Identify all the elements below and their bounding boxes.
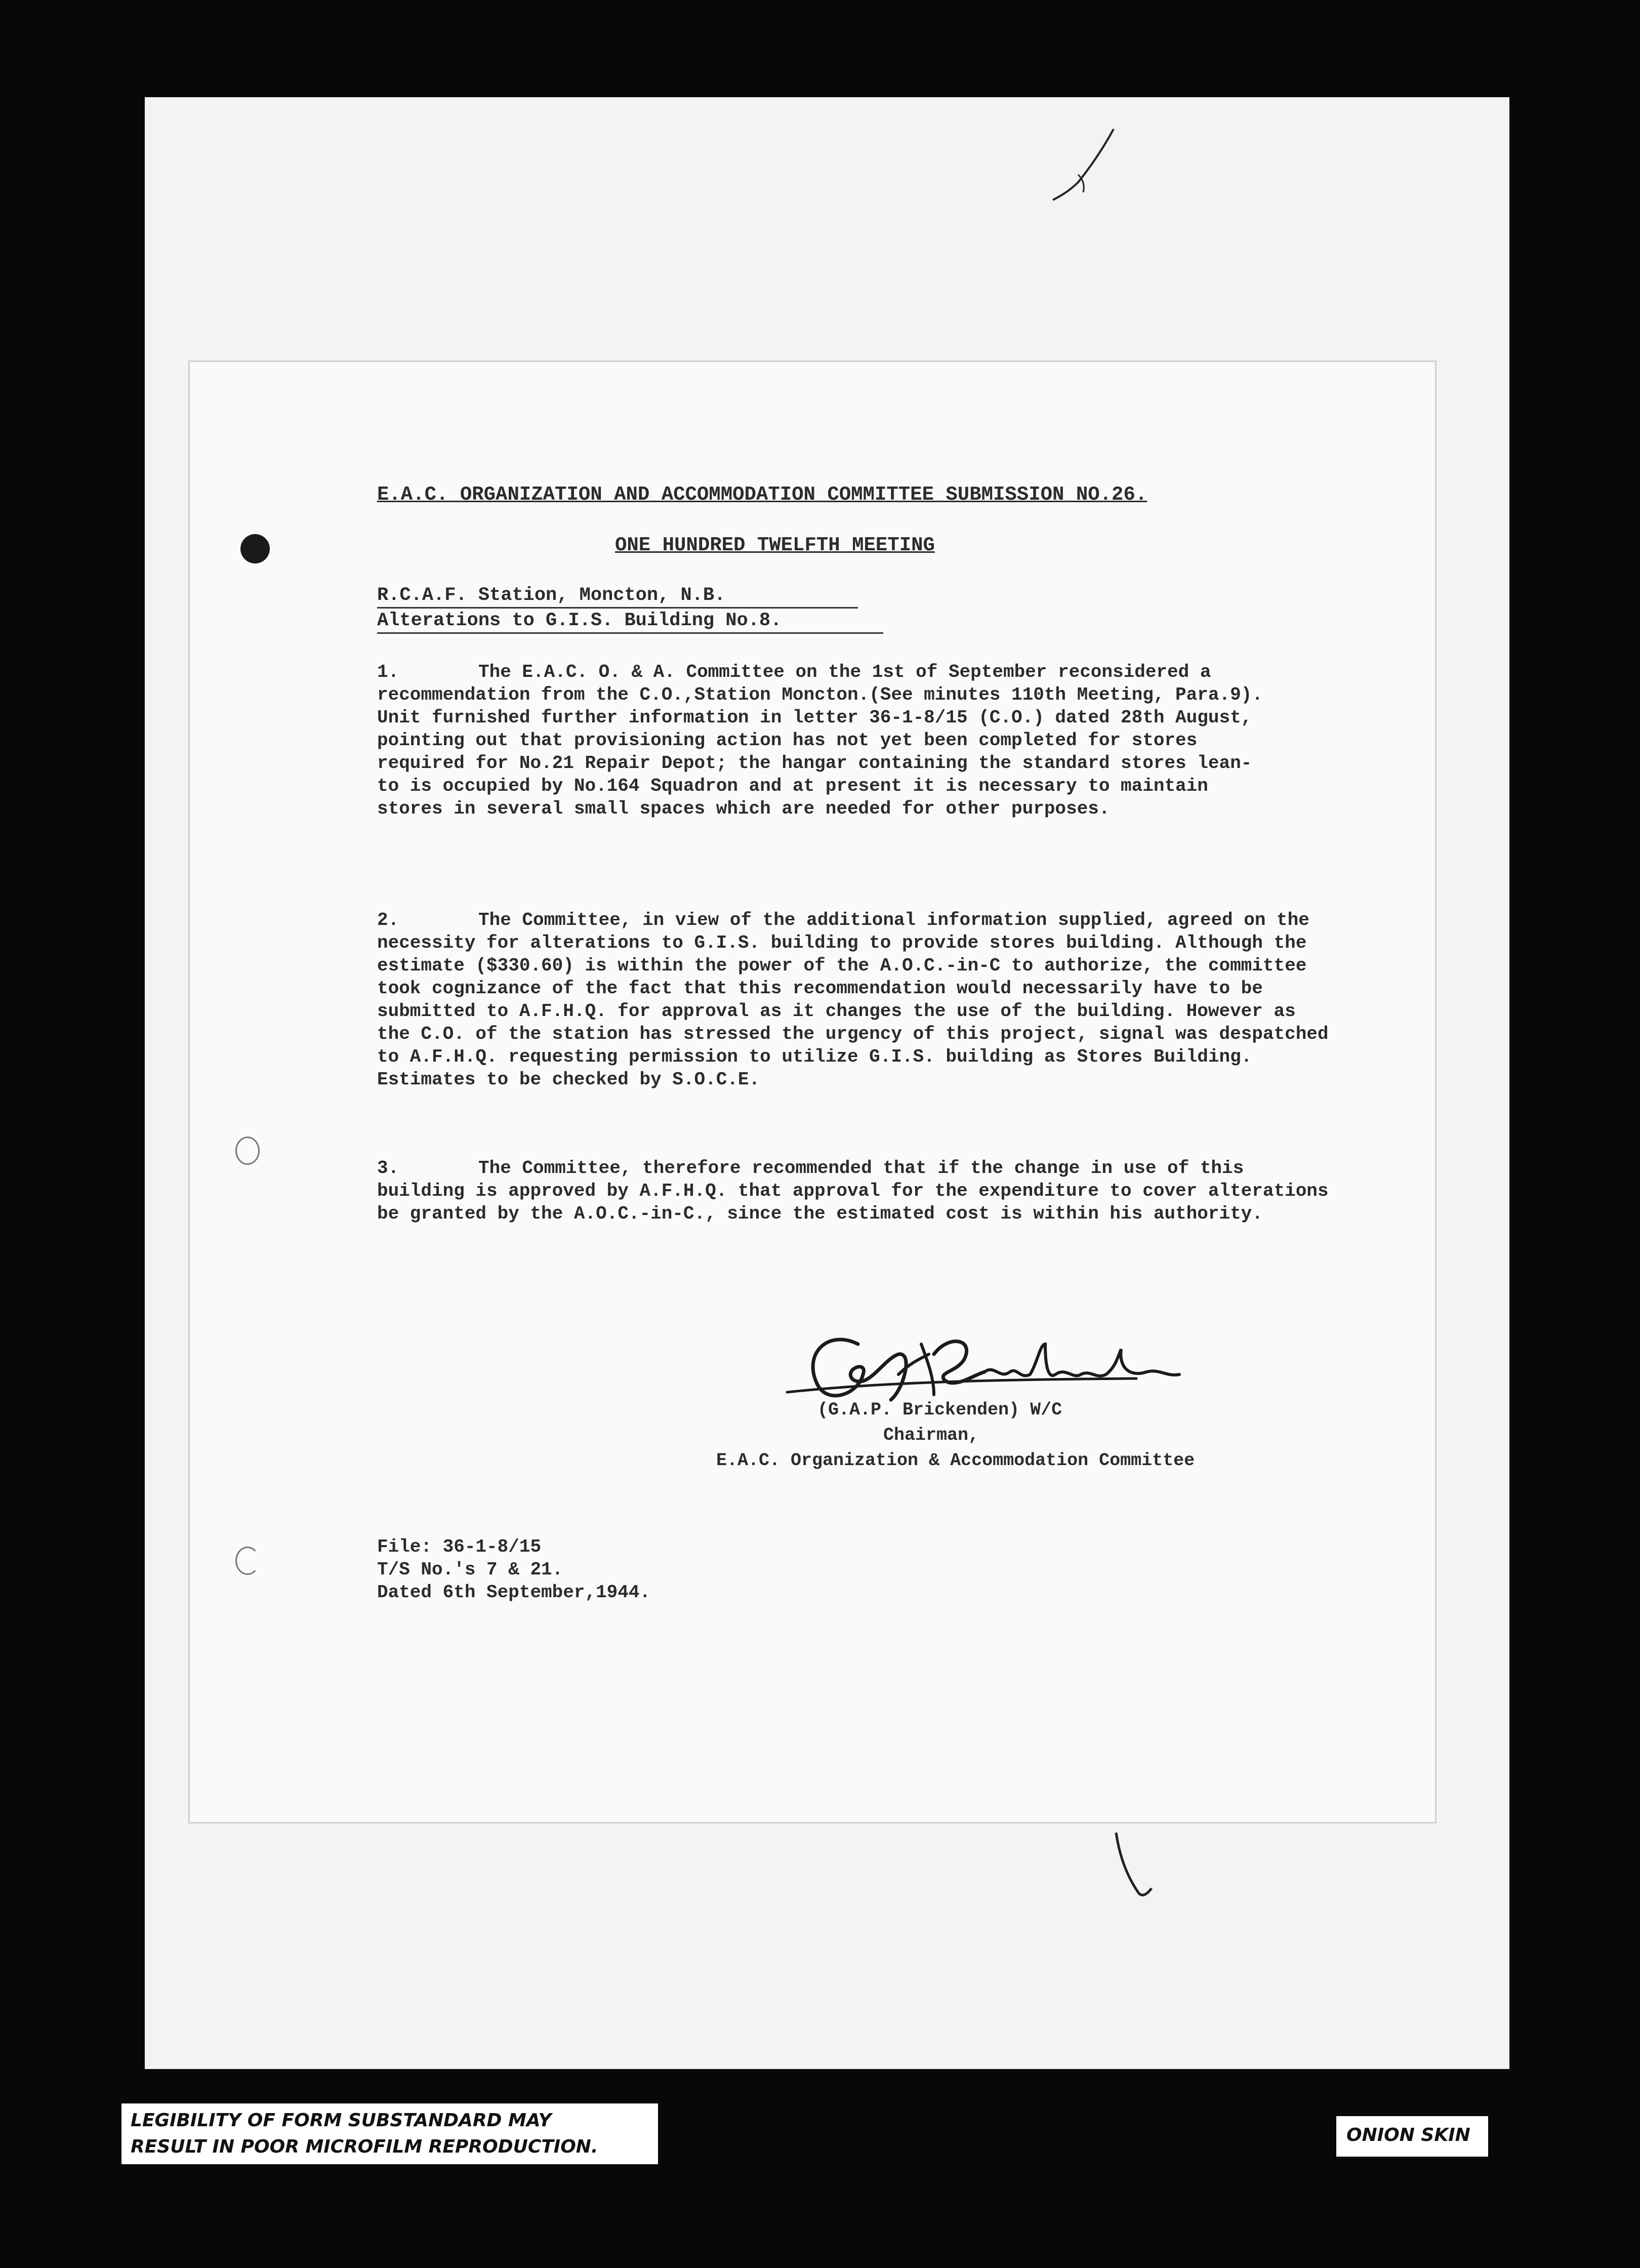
ts-reference: T/S No.'s 7 & 21. <box>377 1559 563 1580</box>
paragraph-text: The E.A.C. O. & A. Committee on the 1st of September reconsidered a recommendation from the C.O.,Station Moncton.(See minutes 110th Meeting, Para.9). Unit furnished further information in letter 36-1-8/15 (C.O.) dated 28th August, pointing out that provisioning action has not yet been completed for stores required for No.21 Repair Depot; the hangar containing the standard stores lean-to is occupied by No.164 Squadron and at present it is necessary to maintain stores in several small spaces which are needed for other purposes. <box>377 662 1263 819</box>
signatory-committee: E.A.C. Organization & Accommodation Committee <box>716 1450 1195 1471</box>
signatory-name: (G.A.P. Brickenden) W/C <box>817 1400 1062 1420</box>
paragraph-1 <box>377 661 1268 894</box>
subject-underline <box>377 607 858 609</box>
file-reference: File: 36-1-8/15 <box>377 1536 542 1557</box>
handwritten-signature <box>782 1324 1182 1412</box>
subject-station: R.C.A.F. Station, Moncton, N.B. <box>377 585 726 606</box>
subject-alterations: Alterations to G.I.S. Building No.8. <box>377 610 782 631</box>
paragraph-text: The Committee, in view of the additional information supplied, agreed on the necessity for alterations to G.I.S. building to provide stores building. Although the estimate ($330.60) is within the power of the A.O.C.-in-C to authorize, the committee took cognizance of the fact that this recommendation would necessarily have to be submitted to A.F.H.Q. for approval as it changes the use of the building. However as the C.O. of the station has stressed the urgency of this project, signal was despatched to A.F.H.Q. requesting permission to utilize G.I.S. building as Stores Building. Estimates to be checked by S.O.C.E. <box>377 910 1329 1090</box>
punch-hole <box>235 1547 260 1575</box>
paragraph-number: 2. <box>377 910 399 930</box>
onion-skin-sheet <box>188 360 1437 1824</box>
scratch-mark <box>1111 1828 1172 1904</box>
meeting-title: ONE HUNDRED TWELFTH MEETING <box>615 534 935 556</box>
date-line: Dated 6th September,1944. <box>377 1582 651 1603</box>
punch-hole <box>235 1137 260 1165</box>
scratch-mark <box>1048 127 1119 202</box>
onion-skin-label: ONION SKIN <box>1336 2116 1488 2157</box>
punch-hole <box>240 534 270 563</box>
paragraph-2 <box>377 909 1395 1142</box>
paragraph-text: The Committee, therefore recommended that if the change in use of this building is approved by A.F.H.Q. that approval for the expenditure to cover alterations be granted by the A.O.C.-in-C., since the estimated cost is within his authority. <box>377 1158 1329 1224</box>
paragraph-number: 3. <box>377 1158 399 1179</box>
legibility-line: LEGIBILITY OF FORM SUBSTANDARD MAY <box>131 2110 552 2131</box>
subject-underline <box>377 632 883 634</box>
submission-title: E.A.C. ORGANIZATION AND ACCOMMODATION COMMITTEE SUBMISSION NO.26. <box>377 483 1147 506</box>
paragraph-3 <box>377 1157 1369 1258</box>
legibility-line: RESULT IN POOR MICROFILM REPRODUCTION. <box>131 2136 598 2157</box>
legibility-warning-label <box>121 2103 658 2164</box>
signatory-title: Chairman, <box>883 1425 979 1445</box>
paragraph-number: 1. <box>377 662 399 682</box>
